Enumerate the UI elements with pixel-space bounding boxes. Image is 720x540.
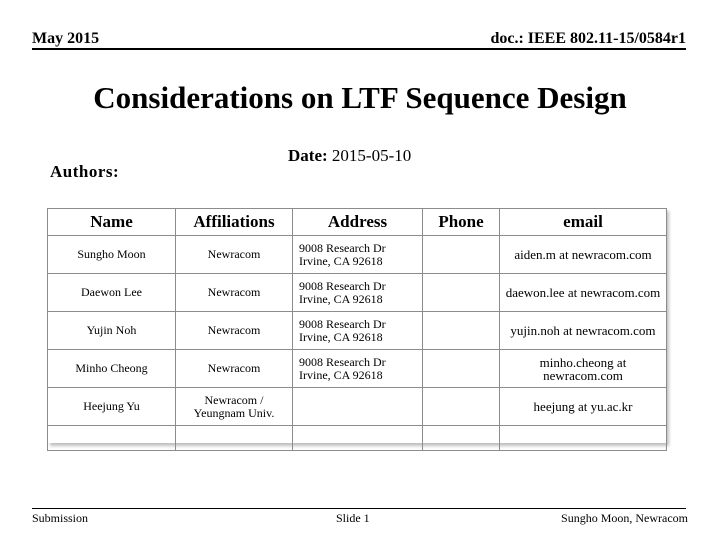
date-value: 2015-05-10: [331, 146, 412, 165]
column-header-phone: Phone: [423, 209, 500, 236]
author-affiliation: Newracom: [176, 236, 293, 274]
address-line-1: 9008 Research Dr: [299, 316, 386, 331]
author-name: Daewon Lee: [48, 274, 176, 312]
author-affiliation: Newracom: [176, 312, 293, 350]
header-doc-id: doc.: IEEE 802.11-15/0584r1: [490, 30, 686, 47]
empty-cell: [293, 426, 423, 451]
header-date: May 2015: [32, 30, 100, 47]
date-label: Date:: [288, 146, 328, 165]
footer-author: Sungho Moon, Newracom: [561, 511, 688, 525]
table-row: [48, 312, 667, 350]
empty-cell: [176, 426, 293, 451]
author-email: aiden.m at newracom.com: [500, 236, 667, 274]
empty-cell: [423, 426, 500, 451]
author-address: [293, 236, 423, 274]
column-header-address: Address: [293, 209, 423, 236]
author-name: Yujin Noh: [48, 312, 176, 350]
table-row: [48, 388, 667, 426]
author-address: [293, 350, 423, 388]
column-header-name: Name: [48, 209, 176, 236]
table-row: [48, 236, 667, 274]
column-header-affiliations: Affiliations: [176, 209, 293, 236]
footer-slide-number: Slide 1: [336, 511, 370, 525]
author-address: [293, 312, 423, 350]
author-affiliation: Newracom / Yeungnam Univ.: [176, 388, 293, 426]
address-line-1: 9008 Research Dr: [299, 278, 386, 293]
author-email: daewon.lee at newracom.com: [500, 274, 667, 312]
author-name: Sungho Moon: [48, 236, 176, 274]
authors-table: [47, 208, 667, 451]
author-phone: [423, 388, 500, 426]
empty-cell: [48, 426, 176, 451]
author-email: heejung at yu.ac.kr: [500, 388, 667, 426]
author-affiliation: Newracom: [176, 274, 293, 312]
author-phone: [423, 236, 500, 274]
address-line-1: 9008 Research Dr: [299, 354, 386, 369]
header-divider: [32, 48, 686, 50]
authors-table-container: [47, 208, 666, 443]
table-row: [48, 274, 667, 312]
table-row-empty: [48, 426, 667, 451]
table-header-row: [48, 209, 667, 236]
author-address: [293, 388, 423, 426]
address-line-2: Irvine, CA 92618: [299, 291, 383, 306]
author-affiliation: Newracom: [176, 350, 293, 388]
author-email: yujin.noh at newracom.com: [500, 312, 667, 350]
author-phone: [423, 274, 500, 312]
slide-title: Considerations on LTF Sequence Design: [93, 80, 627, 115]
author-name: Minho Cheong: [48, 350, 176, 388]
footer-submission: Submission: [32, 511, 89, 525]
table-row: [48, 350, 667, 388]
footer-divider: [32, 508, 686, 509]
address-line-2: Irvine, CA 92618: [299, 253, 383, 268]
author-address: [293, 274, 423, 312]
author-phone: [423, 350, 500, 388]
address-line-2: Irvine, CA 92618: [299, 329, 383, 344]
address-line-2: Irvine, CA 92618: [299, 367, 383, 382]
empty-cell: [500, 426, 667, 451]
author-email: minho.cheong at newracom.com: [500, 350, 667, 388]
column-header-email: email: [500, 209, 667, 236]
author-phone: [423, 312, 500, 350]
address-line-1: 9008 Research Dr: [299, 240, 386, 255]
authors-label: Authors:: [50, 162, 120, 181]
author-name: Heejung Yu: [48, 388, 176, 426]
date-line: [288, 146, 411, 166]
